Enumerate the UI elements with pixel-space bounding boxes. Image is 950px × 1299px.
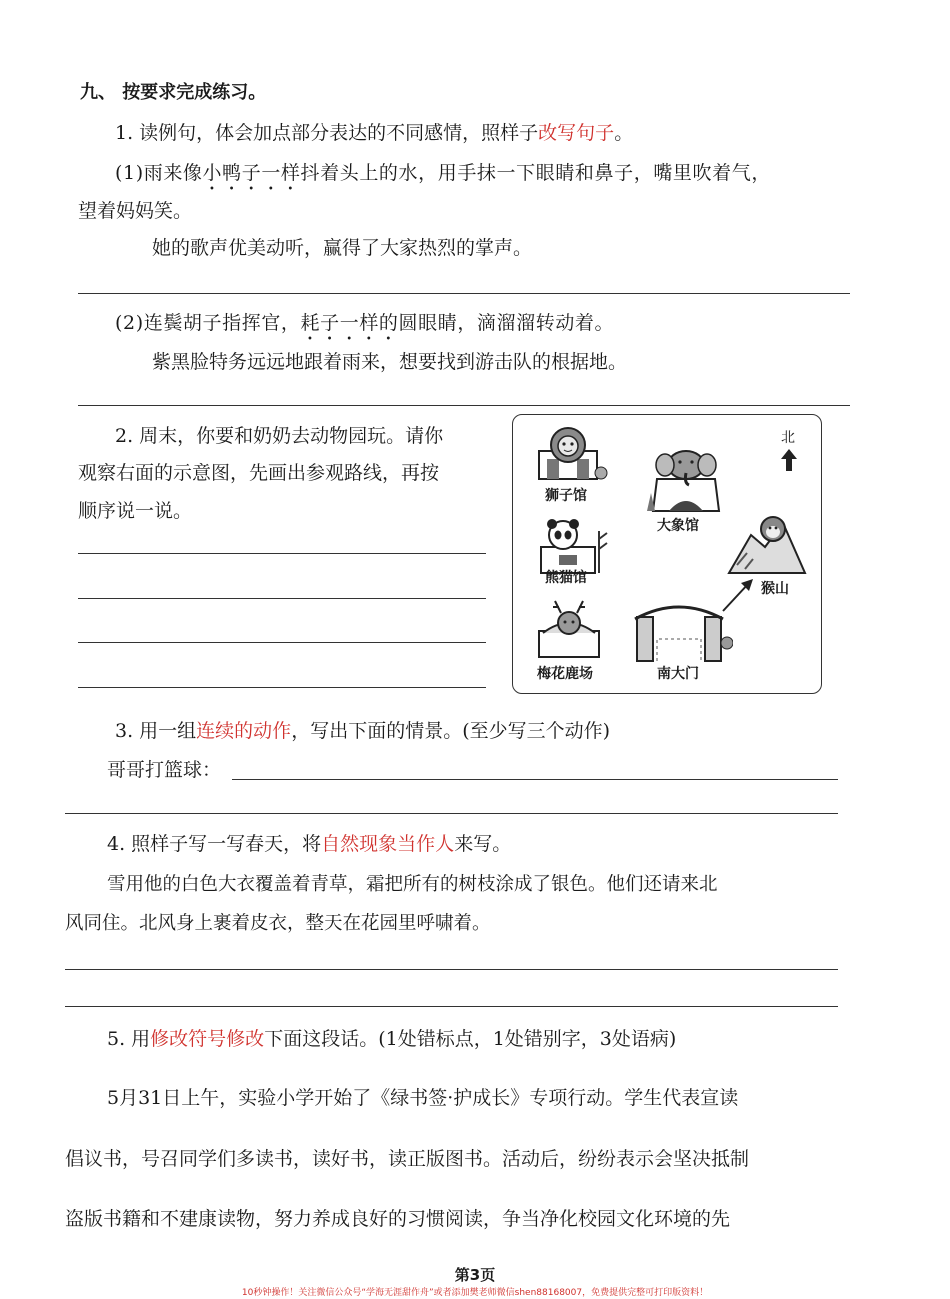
section-title: 九、 按要求完成练习。 xyxy=(80,82,267,103)
q2-line-2: 观察右面的示意图，先画出参观路线，再按 xyxy=(78,462,440,484)
deer-field-label: 梅花鹿场 xyxy=(537,666,593,682)
q1-example-2: (2)连鬓胡子指挥官，耗子一样的圆眼睛，滴溜溜转动着。 xyxy=(115,312,615,334)
monkey-mountain-icon xyxy=(727,513,807,575)
north-arrow-icon xyxy=(779,447,799,473)
north-label: 北 xyxy=(781,430,795,446)
south-gate-label: 南大门 xyxy=(657,666,699,682)
q4-example-1: 雪用他的白色大衣覆盖着青草，霜把所有的树枝涂成了银色。他们还请来北 xyxy=(107,874,718,895)
q5-paragraph-line-1: 5月31日上午，实验小学开始了《绿书签·护成长》专项行动。学生代表宣读 xyxy=(107,1087,739,1109)
lion-house-label: 狮子馆 xyxy=(545,488,587,504)
answer-line-6[interactable] xyxy=(78,687,486,688)
monkey-mountain-label: 猴山 xyxy=(761,581,789,597)
q5-paragraph-line-3: 盗版书籍和不建康读物，努力养成良好的习惯阅读，争当净化校园文化环境的先 xyxy=(65,1208,731,1230)
answer-line-2[interactable] xyxy=(78,405,850,406)
q2-line-3: 顺序说一说。 xyxy=(78,500,193,522)
q4-example-2: 风同住。北风身上裹着皮衣，整天在花园里呼啸着。 xyxy=(65,913,491,934)
deer-field-icon xyxy=(533,599,613,661)
zoo-map[interactable] xyxy=(512,414,822,694)
south-gate-icon xyxy=(629,599,733,663)
q1-sentence-1: 她的歌声优美动听，赢得了大家热烈的掌声。 xyxy=(152,237,533,259)
page-number: 第3页 xyxy=(454,1266,496,1284)
q1-example-1-cont: 望着妈妈笑。 xyxy=(78,200,193,222)
lion-house-icon xyxy=(531,423,611,483)
answer-line-7[interactable] xyxy=(232,779,838,780)
answer-line-8[interactable] xyxy=(65,813,838,814)
answer-line-4[interactable] xyxy=(78,598,486,599)
q4-instruction: 4. 照样子写一写春天，将自然现象当作人来写。 xyxy=(107,833,512,855)
q1-sentence-2: 紫黑脸特务远远地跟着雨来，想要找到游击队的根据地。 xyxy=(152,351,628,373)
q5-paragraph-line-2: 倡议书，号召同学们多读书，读好书，读正版图书。活动后，纷纷表示会坚决抵制 xyxy=(65,1148,750,1170)
answer-line-9[interactable] xyxy=(65,969,838,970)
q1-example-1: (1)雨来像小鸭子一样抖着头上的水，用手抹一下眼睛和鼻子，嘴里吹着气， xyxy=(115,162,771,184)
answer-line-1[interactable] xyxy=(78,293,850,294)
elephant-house-label: 大象馆 xyxy=(657,518,699,534)
footer-note: 10秒钟操作！关注微信公众号“学海无涯甜作舟”或者添加樊老师微信shen88168007，免费提供完整可打印版资料！ xyxy=(241,1288,709,1298)
answer-line-3[interactable] xyxy=(78,553,486,554)
elephant-house-icon xyxy=(643,445,729,513)
panda-house-label: 熊猫馆 xyxy=(545,570,587,586)
q2-line-1: 2. 周末，你要和奶奶去动物园玩。请你 xyxy=(115,425,444,447)
q3-prompt: 哥哥打篮球： xyxy=(107,759,222,781)
q5-instruction: 5. 用修改符号修改下面这段话。(1处错标点，1处错别字，3处语病) xyxy=(107,1028,677,1050)
answer-line-5[interactable] xyxy=(78,642,486,643)
answer-line-10[interactable] xyxy=(65,1006,838,1007)
q3-instruction: 3. 用一组连续的动作，写出下面的情景。(至少写三个动作) xyxy=(115,720,611,742)
q1-instruction: 1. 读例句，体会加点部分表达的不同感情，照样子改写句子。 xyxy=(115,122,634,144)
